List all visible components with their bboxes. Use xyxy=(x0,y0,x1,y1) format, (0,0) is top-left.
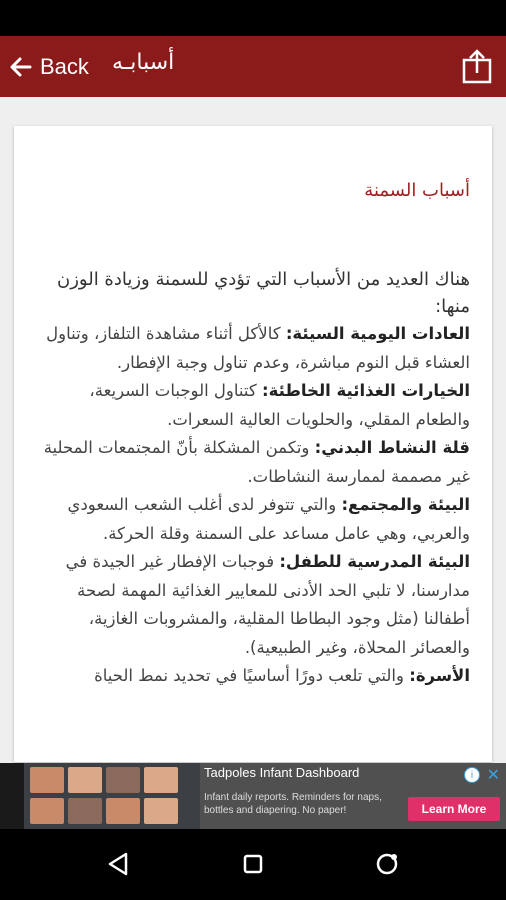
section xyxy=(30,377,470,434)
arrow-left-icon xyxy=(8,54,34,80)
ad-image[interactable] xyxy=(24,763,200,829)
section xyxy=(30,320,470,377)
section-heading: الأسرة: xyxy=(409,666,470,685)
section xyxy=(30,662,470,691)
article-intro: هناك العديد من الأسباب التي تؤدي للسمنة وزيادة الوزن منها: xyxy=(57,269,470,317)
section xyxy=(30,434,470,491)
nav-back-icon[interactable] xyxy=(104,849,134,879)
ad-thumbnail xyxy=(68,767,102,793)
system-nav-bar xyxy=(0,829,506,900)
section xyxy=(30,491,470,548)
ad-thumbnail xyxy=(106,767,140,793)
ad-thumbnail xyxy=(144,767,178,793)
article-title: أسباب السمنة xyxy=(364,180,470,201)
share-icon xyxy=(460,48,494,86)
section-text: والتي تتوفر لدى أغلب الشعب السعودي والعربي، وهي عامل مساعد على السمنة وقلة الحركة. xyxy=(67,495,470,543)
section-heading: البيئة والمجتمع: xyxy=(341,495,470,514)
nav-recents-icon[interactable] xyxy=(372,849,402,879)
ad-thumbnail xyxy=(144,798,178,824)
back-label: Back xyxy=(40,54,89,79)
ad-left-strip xyxy=(0,763,24,829)
page-title: أسبابـه xyxy=(112,50,175,75)
ad-content[interactable] xyxy=(200,763,506,829)
nav-home-icon[interactable] xyxy=(238,849,268,879)
article-card xyxy=(14,126,492,762)
section-text: والتي تلعب دورًا أساسيًا في تحديد نمط الحياة xyxy=(94,666,410,685)
ad-thumbnail xyxy=(106,798,140,824)
close-icon[interactable]: ✕ xyxy=(486,767,500,784)
ad-learn-more-button[interactable]: Learn More xyxy=(408,797,500,821)
section xyxy=(30,548,470,662)
app-bar xyxy=(0,36,506,97)
section-text: كتناول الوجبات السريعة، والطعام المقلي، والحلويات العالية السعرات. xyxy=(89,381,470,429)
section-text: وتكمن المشكلة بأنّ المجتمعات المحلية غير مصممة لممارسة النشاطات. xyxy=(43,438,470,486)
ad-title: Tadpoles Infant Dashboard xyxy=(204,765,360,780)
back-button[interactable] xyxy=(8,48,89,86)
section-heading: قلة النشاط البدني: xyxy=(314,438,470,457)
share-button[interactable] xyxy=(460,48,494,86)
section-text: كالأكل أثناء مشاهدة التلفاز، وتناول العشاء قبل النوم مباشرة، وعدم تناول وجبة الإفطار. xyxy=(46,324,470,372)
article-body xyxy=(30,320,470,691)
ad-thumbnail xyxy=(68,798,102,824)
status-bar xyxy=(0,0,506,36)
ad-banner[interactable] xyxy=(0,763,506,829)
ad-description: Infant daily reports. Reminders for naps, bottles and diapering. No paper! xyxy=(204,792,382,816)
info-icon[interactable]: i xyxy=(464,767,480,783)
ad-thumbnail xyxy=(30,767,64,793)
section-heading: البيئة المدرسية للطفل: xyxy=(279,552,470,571)
section-heading: الخيارات الغذائية الخاطئة: xyxy=(261,381,470,400)
ad-thumbnail xyxy=(30,798,64,824)
section-heading: العادات اليومية السيئة: xyxy=(285,324,470,343)
section-text: فوجبات الإفطار غير الجيدة في مدارسنا، لا تلبي الحد الأدنى للمعايير الغذائية المهمة لصحة أطفالنا (مثل وجود البطاطا المقلية، والمشروبات الغازية، والعصائر المحلاة، وغير الطبيعية). xyxy=(65,552,470,657)
